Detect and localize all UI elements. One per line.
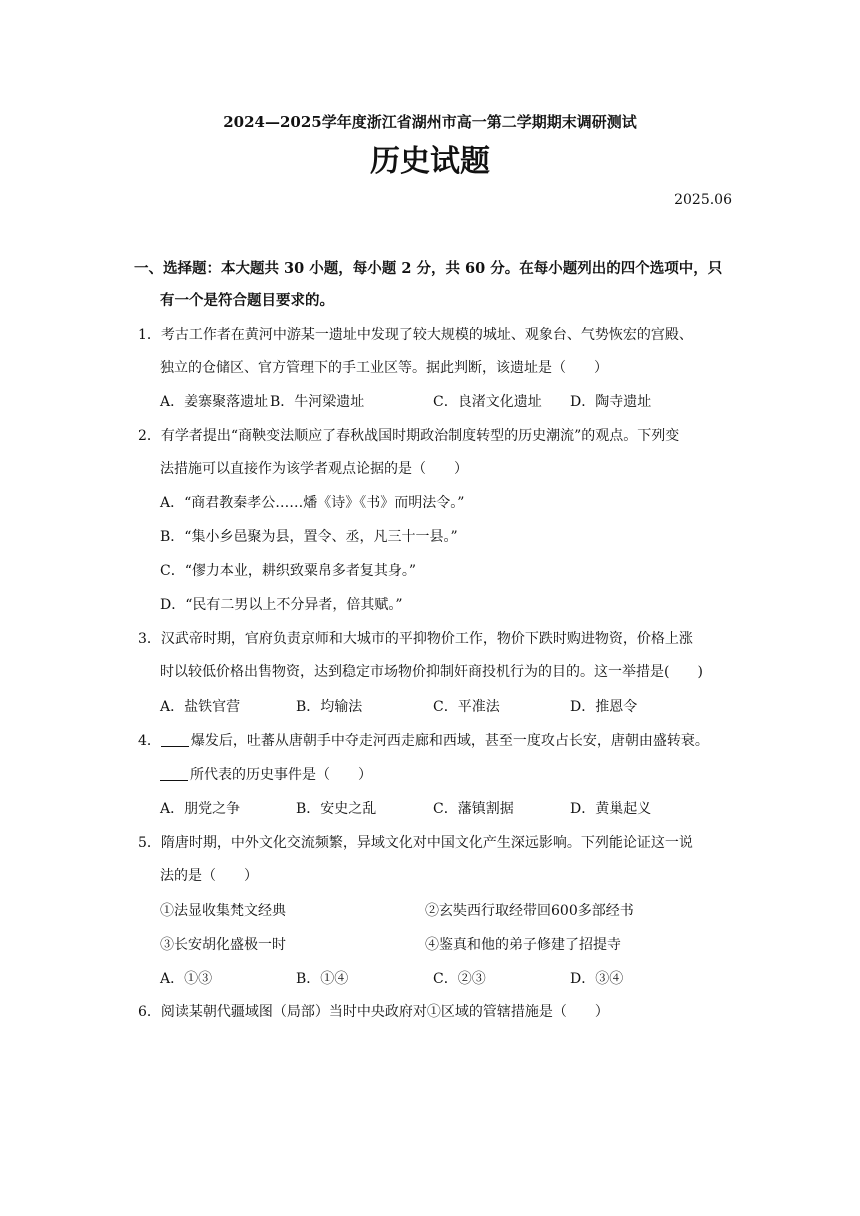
q4-option-c: C．藩镇割据	[433, 801, 514, 817]
q5-item-2: ②玄奘西行取经带回600多部经书	[425, 903, 634, 919]
q5-option-c: C．②③	[433, 971, 486, 987]
q4-option-b: B．安史之乱	[296, 801, 377, 817]
q3-option-d: D．推恩令	[570, 699, 638, 715]
question-6-line1: 6．阅读某朝代疆域图（局部）当时中央政府对①区域的管辖措施是（ ）	[138, 1004, 609, 1020]
question-5-line1: 5．隋唐时期，中外文化交流频繁，异域文化对中国文化产生深远影响。下列能论证这一说	[138, 835, 693, 851]
question-4-text1: 爆发后，吐蕃从唐朝手中夺走河西走廊和西域，甚至一度攻占长安，唐朝由盛转衰。	[190, 733, 709, 749]
q5-option-d: D．③④	[570, 971, 624, 987]
question-1-line1: 1．考古工作者在黄河中游某一遗址中发现了较大规模的城址、观象台、气势恢宏的宫殿、	[138, 327, 693, 343]
q5-option-b: B．①④	[296, 971, 349, 987]
q3-option-c: C．平准法	[433, 699, 500, 715]
q5-item-4: ④鉴真和他的弟子修建了招提寺	[425, 937, 621, 953]
answer-blank	[160, 766, 188, 781]
q2-option-a: A．“商君教秦孝公……燔《诗》《书》而明法令。”	[160, 495, 465, 511]
q1-option-c: C．良渚文化遗址	[433, 394, 542, 410]
q2-option-d: D．“民有二男以上不分异者，倍其赋。”	[160, 597, 403, 613]
question-1-line2: 独立的仓储区、官方管理下的手工业区等。据此判断，该遗址是（ ）	[160, 360, 608, 376]
section-heading-line2: 有一个是符合题目要求的。	[160, 292, 334, 309]
question-4-line1	[138, 731, 709, 751]
q5-option-a: A．①③	[160, 971, 213, 987]
q4-option-d: D．黄巢起义	[570, 801, 652, 817]
question-4-text2: 所代表的历史事件是（ ）	[190, 767, 372, 783]
q3-option-b: B．均输法	[296, 699, 363, 715]
question-4-line2	[160, 765, 372, 785]
question-3-line1: 3．汉武帝时期，官府负责京师和大城市的平抑物价工作，物价下跌时购进物资，价格上涨	[138, 631, 693, 647]
page-title: 历史试题	[370, 144, 490, 179]
question-4-number: 4．	[138, 733, 161, 749]
q1-option-d: D．陶寺遗址	[570, 394, 652, 410]
q2-option-b: B．“集小乡邑聚为县，置令、丞，凡三十一县。”	[160, 529, 458, 545]
question-2-line2: 法措施可以直接作为该学者观点论据的是（ ）	[160, 461, 468, 477]
q5-item-3: ③长安胡化盛极一时	[160, 937, 286, 953]
section-heading-line1: 一、选择题：本大题共 30 小题，每小题 2 分，共 60 分。在每小题列出的四个选项中，只	[134, 260, 723, 277]
q5-item-1: ①法显收集梵文经典	[160, 903, 286, 919]
question-5-line2: 法的是（ ）	[160, 868, 258, 884]
exam-date: 2025.06	[674, 192, 732, 208]
q1-option-a: A．姜寨聚落遗址	[160, 394, 269, 410]
question-2-line1: 2．有学者提出“商鞅变法顺应了春秋战国时期政治制度转型的历史潮流”的观点。下列变	[138, 428, 680, 444]
q1-option-b: B．牛河梁遗址	[270, 394, 365, 410]
q2-option-c: C．“僇力本业，耕织致粟帛多者复其身。”	[160, 563, 417, 579]
q4-option-a: A．朋党之争	[160, 801, 241, 817]
question-3-line2: 时以较低价格出售物资，达到稳定市场物价抑制奸商投机行为的目的。这一举措是( )	[160, 664, 703, 680]
exam-subtitle: 2024—2025学年度浙江省湖州市高一第二学期期末调研测试	[223, 113, 637, 131]
answer-blank	[161, 732, 189, 747]
q3-option-a: A．盐铁官营	[160, 699, 241, 715]
